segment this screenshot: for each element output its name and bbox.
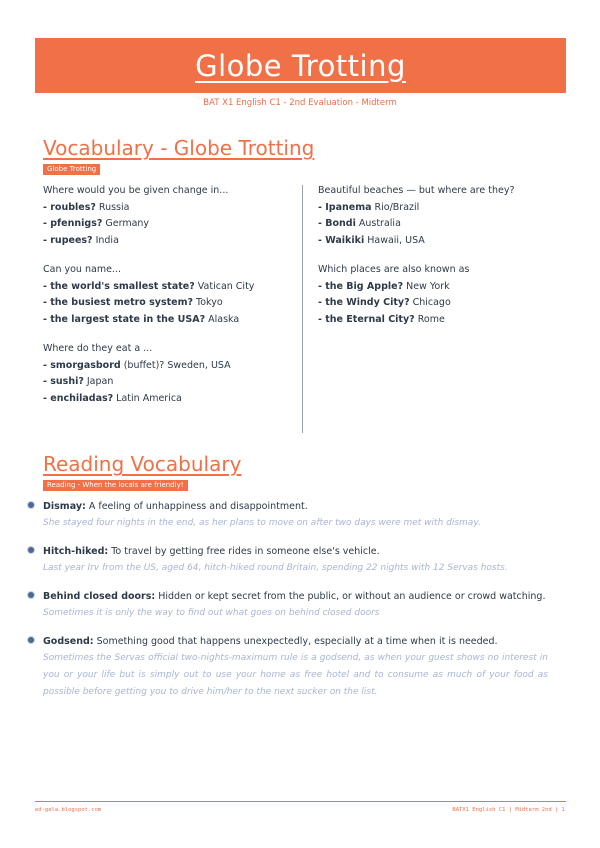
vocab-term: - roubles? xyxy=(43,201,96,213)
footer-page-info: BATX1 English C1 | Midterm 2nd | 1 xyxy=(452,807,565,813)
page-title: Globe Trotting xyxy=(195,48,406,83)
bullet-icon xyxy=(28,502,34,508)
title-banner xyxy=(35,38,566,93)
reading-example: She stayed four nights in the end, as her plans to move on after two days were met with dismay. xyxy=(43,518,481,528)
vocab-item xyxy=(318,233,568,250)
vocab-answer: Chicago xyxy=(409,297,451,308)
vocabulary-right-column xyxy=(318,183,568,328)
vocab-item xyxy=(43,391,298,408)
footer-blog-url: ed-gela.blogspot.com xyxy=(35,807,102,813)
vocab-item xyxy=(43,216,298,233)
vocab-answer: Alaska xyxy=(205,313,240,325)
vocab-item xyxy=(43,312,298,329)
reading-definition-text: Something good that happens unexpectedly, especially at a time when it is needed. xyxy=(93,636,498,647)
vocab-item xyxy=(318,200,568,217)
vocab-list xyxy=(43,279,298,329)
vocab-answer: Hawaii, USA xyxy=(364,234,425,246)
reading-entry xyxy=(28,588,548,622)
vocab-item xyxy=(43,200,298,217)
vocab-term: - Ipanema xyxy=(318,201,372,213)
reading-term: Godsend: xyxy=(43,636,94,647)
reading-entry xyxy=(28,498,548,532)
vocab-list xyxy=(43,358,298,408)
vocabulary-left-column xyxy=(43,183,298,407)
reading-heading: Reading Vocabulary xyxy=(43,452,242,476)
vocab-term: - the Eternal City? xyxy=(318,313,415,325)
vocab-answer: Vatican City xyxy=(194,280,255,292)
vocab-term: - the busiest metro system? xyxy=(43,297,194,308)
reading-definition-text: Hidden or kept secret from the public, or without an audience or crowd watching. xyxy=(155,591,546,602)
vocab-answer: (buffet)? Sweden, USA xyxy=(120,359,231,371)
vocab-item xyxy=(318,295,568,312)
bullet-icon xyxy=(28,547,34,553)
group-gap xyxy=(43,328,298,341)
page-subtitle: BAT X1 English C1 - 2nd Evaluation - Midterm xyxy=(203,98,397,108)
vocab-answer: Rome xyxy=(414,313,445,325)
vocab-item xyxy=(43,358,298,375)
vocab-term: - pfennigs? xyxy=(43,218,103,229)
reading-definition xyxy=(43,543,548,560)
vocab-term: - Bondi xyxy=(318,218,356,229)
vocabulary-heading: Vocabulary - Globe Trotting xyxy=(43,136,315,160)
reading-tag: Reading - When the locals are friendly! xyxy=(43,480,188,491)
vocab-question: Where would you be given change in... xyxy=(43,185,229,196)
reading-term: Behind closed doors: xyxy=(43,591,156,602)
vocab-answer: Germany xyxy=(102,218,150,229)
reading-term: Dismay: xyxy=(43,501,86,512)
vocab-list xyxy=(318,200,568,250)
vocab-item xyxy=(43,374,298,391)
vocab-answer: Rio/Brazil xyxy=(371,201,420,213)
bullet-icon xyxy=(28,592,34,598)
vocab-term: - rupees? xyxy=(43,234,93,246)
vocabulary-tag: Globe Trotting xyxy=(43,164,100,175)
vocab-answer: Russia xyxy=(95,201,130,213)
vocab-term: - the Big Apple? xyxy=(318,280,404,292)
reading-entry xyxy=(28,633,548,701)
vocab-list xyxy=(43,200,298,250)
bullet-icon xyxy=(28,637,34,643)
vocab-term: - Waikiki xyxy=(318,234,365,246)
vocab-list xyxy=(318,279,568,329)
vocab-term: - the world's smallest state? xyxy=(43,280,195,292)
vocab-question: Where do they eat a ... xyxy=(43,343,153,354)
vocab-answer: Japan xyxy=(83,376,114,387)
reading-term: Hitch-hiked: xyxy=(43,546,109,557)
reading-example: Last year Irv from the US, aged 64, hitch-hiked round Britain, spending 22 nights with 12 Servas hosts. xyxy=(43,563,508,573)
reading-definition-text: To travel by getting free rides in someone else's vehicle. xyxy=(108,546,380,557)
vocab-term: - smorgasbord xyxy=(43,359,121,371)
vocab-item xyxy=(318,216,568,233)
vocab-item xyxy=(43,233,298,250)
vocab-term: - sushi? xyxy=(43,376,84,387)
reading-definition-text: A feeling of unhappiness and disappointment. xyxy=(85,501,308,512)
vocab-term: - enchiladas? xyxy=(43,392,114,404)
vocab-question: Can you name... xyxy=(43,264,121,275)
vocab-item xyxy=(318,279,568,296)
reading-definition xyxy=(43,633,548,650)
vocab-answer: New York xyxy=(403,280,450,292)
vocab-answer: Tokyo xyxy=(193,297,223,308)
vocab-question: Which places are also known as xyxy=(318,264,470,275)
vocab-item xyxy=(318,312,568,329)
column-divider xyxy=(302,185,303,433)
vocab-term: - the largest state in the USA? xyxy=(43,313,206,325)
vocab-question: Beautiful beaches — but where are they? xyxy=(318,185,515,196)
vocab-term: - the Windy City? xyxy=(318,297,410,308)
reading-example: Sometimes the Servas official two-nights-maximum rule is a godsend, as when your guest shows no interest in you or your life but is simply out to use your home as free hotel and to consume as much of your food as possible before getting you to drive him/her to the next sucker on the list. xyxy=(43,653,548,697)
footer-divider xyxy=(35,801,566,802)
vocab-item xyxy=(43,279,298,296)
reading-definition xyxy=(43,498,548,515)
reading-entry xyxy=(28,543,548,577)
group-gap xyxy=(43,249,298,262)
vocab-answer: Australia xyxy=(355,218,401,229)
group-gap xyxy=(318,249,568,262)
vocab-answer: India xyxy=(92,234,119,246)
reading-example: Sometimes it is only the way to find out what goes on behind closed doors xyxy=(43,608,380,618)
vocab-answer: Latin America xyxy=(113,392,182,404)
vocab-item xyxy=(43,295,298,312)
reading-vocabulary-list xyxy=(28,498,548,712)
reading-definition xyxy=(43,588,548,605)
